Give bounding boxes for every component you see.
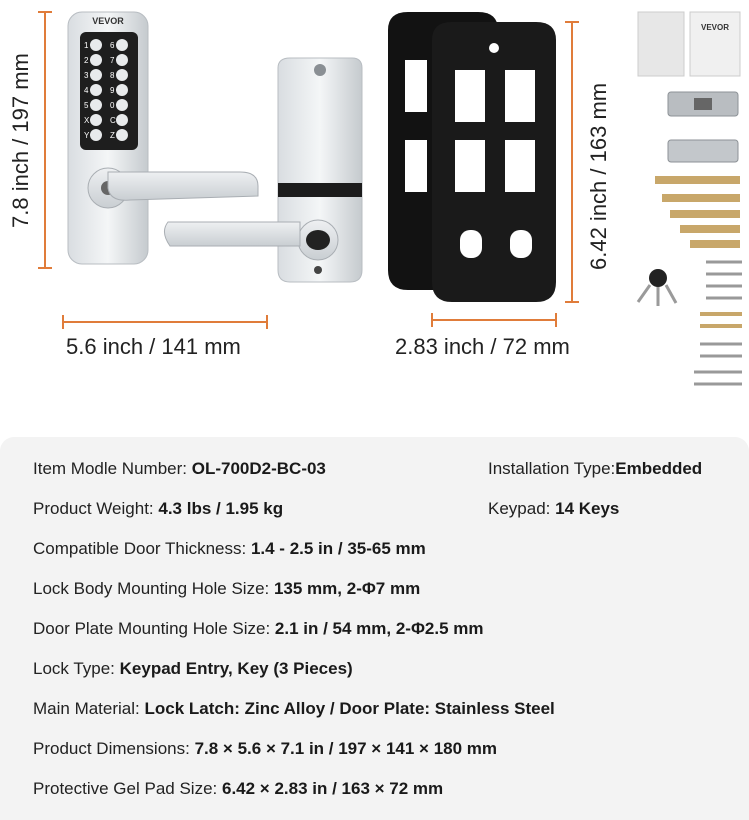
keypad-key [90, 54, 102, 66]
spec-gel-pad: Protective Gel Pad Size: 6.42 × 2.83 in / 163 × 72 mm [33, 779, 444, 798]
lock-width-label: 5.6 inch / 141 mm [66, 334, 241, 359]
keypad-key [90, 84, 102, 96]
spec-dimensions: Product Dimensions: 7.8 × 5.6 × 7.1 in / 197 × 141 × 180 mm [33, 739, 498, 758]
gel-pad-front [432, 22, 556, 302]
keys-icon [638, 269, 676, 306]
keypad-key-label: C [110, 116, 116, 125]
keypad-key-label: 6 [110, 41, 115, 50]
spindles [655, 176, 740, 248]
spec-installation: Installation Type:Embedded [488, 459, 703, 478]
spec-door-thickness: Compatible Door Thickness: 1.4 - 2.5 in / 35-65 mm [33, 539, 426, 558]
spec-material: Main Material: Lock Latch: Zinc Alloy / Door Plate: Stainless Steel [33, 699, 555, 718]
keypad-key [116, 129, 128, 141]
keypad-key [90, 129, 102, 141]
spec-panel [0, 437, 749, 820]
keypad-key [116, 99, 128, 111]
keypad-key-label: 3 [84, 71, 89, 80]
spec-lock-type: Lock Type: Keypad Entry, Key (3 Pieces) [33, 659, 353, 678]
keypad-key [116, 84, 128, 96]
spec-model: Item Modle Number: OL-700D2-BC-03 [33, 459, 326, 478]
inner-lever [164, 222, 300, 246]
keypad-key-label: 4 [84, 86, 89, 95]
keypad-key [116, 69, 128, 81]
keypad-key-label: 0 [110, 101, 115, 110]
keypad-key-label: 5 [84, 101, 89, 110]
latch-plate [668, 140, 738, 162]
screws [694, 262, 742, 384]
lock-height-label: 7.8 inch / 197 mm [8, 53, 33, 228]
pad-height-label: 6.42 inch / 163 mm [586, 82, 611, 270]
keypad-key [90, 114, 102, 126]
keypad-key-label: 8 [110, 71, 115, 80]
manual-sheet [638, 12, 684, 76]
keypad-key [116, 54, 128, 66]
keypad-key [116, 39, 128, 51]
keypad-key [90, 39, 102, 51]
keypad-key-label: Z [110, 131, 115, 140]
keypad-key [90, 99, 102, 111]
keypad-key-label: Y [84, 131, 90, 140]
manual-booklet [690, 12, 740, 76]
keypad-key-label: 1 [84, 41, 89, 50]
keypad-key-label: 7 [110, 56, 115, 65]
pad-width-label: 2.83 inch / 72 mm [395, 334, 570, 359]
plate-band [278, 183, 362, 197]
keypad-key-label: X [84, 116, 90, 125]
spec-lock-hole: Lock Body Mounting Hole Size: 135 mm, 2-Φ7 mm [33, 579, 421, 598]
spec-plate-hole: Door Plate Mounting Hole Size: 2.1 in / 54 mm, 2-Φ2.5 mm [33, 619, 484, 638]
vevor-logo-manual: VEVOR [700, 23, 730, 32]
keypad-key-label: 9 [110, 86, 115, 95]
spec-keypad: Keypad: 14 Keys [488, 499, 620, 518]
keypad-key [90, 69, 102, 81]
keypad-key [116, 114, 128, 126]
vevor-logo-lock: VEVOR [92, 16, 124, 26]
spec-weight: Product Weight: 4.3 lbs / 1.95 kg [33, 499, 284, 518]
keypad-key-label: 2 [84, 56, 89, 65]
outer-lever [108, 172, 258, 200]
